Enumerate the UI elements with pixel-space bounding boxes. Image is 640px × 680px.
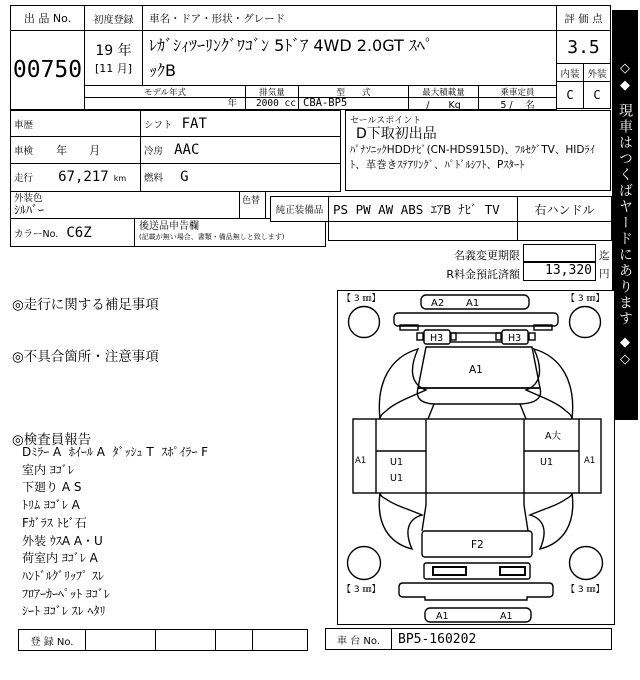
report-line: 外装 ｳｽA A・U (22, 533, 103, 548)
registration-no-cell (215, 629, 253, 651)
headlight-tab (417, 333, 423, 340)
damage-rear-gate: F2 (471, 539, 484, 551)
report-line: 室内 ﾖｺﾞﾚ (22, 462, 74, 477)
report-line: ﾌﾛｱｰｶｰﾍﾟｯﾄ ﾖｺﾞﾚ (22, 586, 110, 601)
steering-empty-cell (517, 221, 612, 241)
defect-notes-heading: ◎不具合箇所・注意事項 (12, 349, 159, 365)
inspection-label: 車検 (14, 146, 34, 157)
score-value: 3.5 (556, 30, 611, 64)
tunnel-rear-lines (422, 493, 528, 531)
exterior-color-label: 外装色 (14, 193, 43, 204)
registration-no-cell (155, 629, 216, 651)
damage-rear-strip-left: A1 (436, 611, 449, 622)
rear-fender-left (379, 493, 422, 549)
report-line: ﾊﾝﾄﾞﾙｸﾞﾘｯﾌﾟ ｽﾚ (22, 568, 104, 583)
model-year-value: 年 (84, 97, 246, 110)
color-no-value: C6Z (66, 225, 92, 241)
banner-bottom-diamonds: ◆◇ (617, 335, 633, 369)
exterior-grade-header: 外装 (583, 63, 611, 82)
fuel-value: G (180, 169, 189, 185)
displacement-value: 2000 cc (245, 97, 299, 110)
inspector-report-heading: ◎検査員報告 (12, 432, 92, 448)
chassis-no-label: 車 台 No. (325, 628, 392, 650)
tread-label-rear-right: 【 3 ㎜】 (566, 585, 605, 595)
yard-location-banner (612, 10, 638, 420)
model-year-header: モデル年式 (84, 85, 246, 98)
damage-headlight-left: H3 (430, 333, 444, 344)
sales-point-line3: ﾄ、革巻きｽﾃｱﾘﾝｸﾞ、ﾊﾟﾄﾞﾙｼﾌﾄ、Pｽﾀｰﾄ (350, 159, 525, 171)
damage-u1-left-bottom: U1 (390, 473, 403, 484)
capacity-value: 5 / 名 (478, 97, 557, 110)
wheel-rear-left (348, 547, 381, 580)
payload-value: / Kg (408, 97, 479, 110)
car-name-line1: ﾚｶﾞｼｨﾂｰﾘﾝｸﾞﾜｺﾞﾝ 5ﾄﾞｱ 4WD 2.0GT ｽﾍﾟ (149, 36, 433, 55)
mileage-label: 走行 (14, 173, 34, 184)
registration-no-cell (85, 629, 156, 651)
interior-grade-value: C (556, 81, 584, 109)
tunnel-front-lines (428, 404, 526, 419)
equipment-empty-cell (328, 221, 518, 241)
color-no-label: カラーNo. (14, 229, 59, 240)
rear-lamp-left (433, 567, 466, 575)
headlight-tab (529, 333, 535, 340)
ac-value: AAC (174, 142, 200, 158)
equipment-value: PS PW AW ABS ｴｱB ﾅﾋﾞ TV (328, 196, 518, 222)
rear-fender-right (530, 493, 573, 549)
mileage-unit: km (113, 174, 127, 183)
shift-label: シフト (144, 120, 173, 131)
report-line: Fｶﾞﾗｽ ﾄﾋﾞ石 (22, 515, 87, 530)
cowl-panel (417, 388, 540, 404)
wheel-rear-right (570, 547, 603, 580)
model-code-value: CBA-BP5 (298, 97, 409, 110)
damage-u1-left-top: U1 (390, 457, 403, 468)
wheel-front-right (570, 307, 601, 338)
first-registration-year: 19 年 (95, 43, 132, 59)
rear-lamp-right (500, 567, 525, 575)
tread-label-front-left: 【 3 ㎜】 (342, 294, 381, 304)
report-line: ｼｰﾄ ﾖｺﾞﾚ ｽﾚ ﾍﾀﾘ (22, 604, 106, 619)
lot-no-header: 出 品 No. (10, 5, 85, 31)
damage-headlight-right: H3 (508, 333, 522, 344)
displacement-header: 排気量 (245, 85, 299, 98)
wheel-front-left (349, 307, 380, 338)
transfer-deadline-value (523, 244, 596, 262)
recycle-fee-suffix: 円 (599, 268, 610, 280)
model-code-header: 型 式 (298, 85, 409, 98)
chassis-no-value: BP5-160202 (391, 628, 612, 650)
registration-no-label: 登 録 No. (18, 629, 86, 651)
exterior-grade-value: C (583, 81, 611, 109)
sales-point-line1: D下取初出品 (356, 126, 437, 142)
exterior-color-value: ｼﾙﾊﾞｰ (14, 203, 45, 217)
front-window-bar (394, 313, 558, 326)
inspection-value: 年 月 (56, 144, 101, 157)
inspector-report-lines (22, 444, 208, 621)
repaint-label: 色替 (239, 191, 266, 219)
report-line: ﾄﾘﾑ ﾖｺﾞﾚ A (22, 498, 80, 513)
car-top-view-diagram (338, 291, 614, 624)
rear-lamp-bar (424, 563, 530, 579)
damage-diagram-box (337, 290, 615, 625)
registration-no-cell (252, 629, 308, 651)
damage-u1-right: U1 (540, 457, 553, 468)
recycle-fee-value: 13,320 (523, 262, 596, 281)
damage-front-bumper-right: A1 (466, 298, 480, 309)
headlight-tab (451, 333, 456, 340)
damage-right-panel: A大 (545, 431, 561, 442)
equipment-label: 純正装備品 (270, 196, 329, 222)
later-items-note: (記載が無い場合、書類・備品無しと致します) (139, 233, 285, 241)
sales-point-label: セールスポイント (350, 116, 422, 126)
lot-no-value: 00750 (10, 30, 85, 110)
transfer-deadline-suffix: 迄 (599, 250, 610, 262)
headlight-tab (496, 333, 501, 340)
tread-label-rear-left: 【 3 ㎜】 (342, 585, 381, 595)
front-fender-right (526, 349, 573, 419)
rear-bumper (399, 583, 553, 600)
payload-header: 最大積載量 (408, 85, 479, 98)
car-name-header: 車名・ドア・形状・グレード (142, 5, 557, 31)
report-line: Dﾐﾗｰ A ﾎｲｰﾙ A ﾀﾞｯｼｭ T ｽﾎﾟｲﾗｰ F (22, 445, 209, 459)
report-line: 荷室内 ﾖｺﾞﾚ A (22, 551, 98, 566)
later-items-label: 後送品申告欄 (139, 221, 199, 232)
banner-text: 現車はつくばヤードにあります (617, 103, 633, 327)
car-name-line2: ｯｸB (149, 61, 176, 80)
report-line: 下廻り A S (22, 480, 82, 495)
shift-value: FAT (181, 116, 207, 132)
tread-label-front-right: 【 3 ㎜】 (566, 294, 605, 304)
damage-side-right: A1 (584, 456, 596, 466)
first-registration-month: [11 月] (94, 62, 133, 75)
driving-notes-heading: ◎走行に関する補足事項 (12, 297, 159, 313)
mileage-value: 67,217 (58, 169, 109, 185)
ac-label: 冷房 (144, 146, 164, 157)
recycle-fee-label: R料金預託済額 (446, 268, 520, 281)
history-label: 車歴 (14, 120, 34, 131)
sales-point-line2: ﾊﾟﾅｿﾆｯｸHDDﾅﾋﾞ(CN-HDS915D)、ﾌﾙｾｸﾞTV、HIDﾗｲ (350, 144, 595, 156)
steering-position: 右ハンドル (517, 196, 612, 222)
capacity-header: 乗車定員 (478, 85, 557, 98)
fuel-label: 燃料 (144, 173, 164, 184)
banner-top-diamonds: ◇◆ (617, 61, 633, 95)
damage-rear-strip-right: A1 (500, 611, 513, 622)
transfer-deadline-label: 名義変更期限 (454, 249, 520, 262)
first-registration-header: 初度登録 (84, 5, 143, 31)
damage-side-left: A1 (355, 456, 367, 466)
damage-hood: A1 (469, 364, 483, 376)
score-header: 評 価 点 (556, 5, 611, 31)
interior-grade-header: 内装 (556, 63, 584, 82)
damage-front-bumper-left: A2 (431, 298, 445, 309)
